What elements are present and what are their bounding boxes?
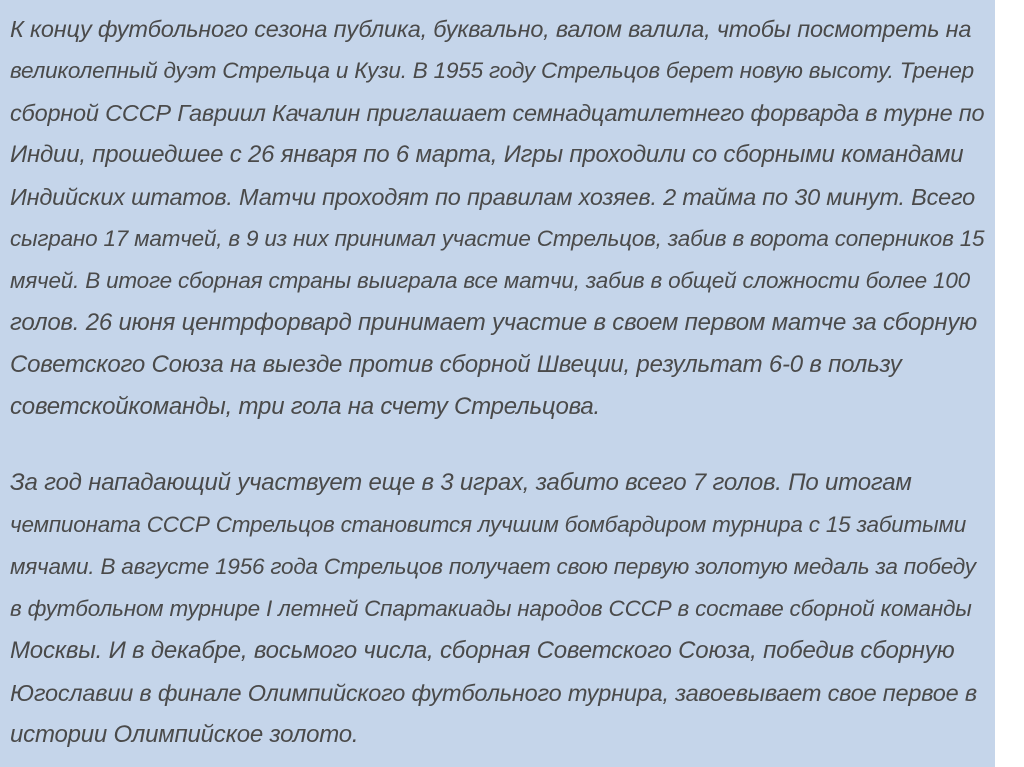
paragraph-line: Москвы. И в декабре, восьмого числа, сборная Советского Союза, победив сборную	[10, 637, 955, 664]
paragraph-line: великолепный дуэт Стрельца и Кузи. В 1955 году Стрельцов берет новую высоту. Тренер	[10, 58, 974, 83]
paragraph-line: мячами. В августе 1956 года Стрельцов получает свою первую золотую медаль за победу	[10, 554, 976, 579]
paragraph-line: Индии, прошедшее с 26 января по 6 марта, Игры проходили со сборными командами	[10, 141, 964, 168]
paragraph-line: За год нападающий участвует еще в 3 играх, забито всего 7 голов. По итогам	[10, 469, 912, 496]
paragraph-line: Югославии в финале Олимпийского футбольного турнира, завоевывает свое первое в	[10, 680, 977, 706]
paragraph-line: К концу футбольного сезона публика, буквально, валом валила, чтобы посмотреть на	[10, 16, 972, 42]
paragraph-line: голов. 26 июня центрфорвард принимает участие в своем первом матче за сборную	[10, 309, 977, 336]
paragraph-line: истории Олимпийское золото.	[10, 721, 359, 748]
paragraph-line: Индийских штатов. Матчи проходят по правилам хозяев. 2 тайма по 30 минут. Всего	[10, 184, 976, 210]
paragraph-line: в футбольном турнире I летней Спартакиады народов СССР в составе сборной команды	[10, 596, 972, 621]
paragraph-line: советскойкоманды, три гола на счету Стрельцова.	[10, 393, 601, 420]
paragraph-line: сыграно 17 матчей, в 9 из них принимал участие Стрельцов, забив в ворота соперников 15	[10, 226, 985, 251]
paragraph-line: мячей. В итоге сборная страны выиграла все матчи, забив в общей сложности более 100	[10, 268, 970, 293]
paragraph-1	[10, 8, 985, 428]
paragraph-2	[10, 462, 985, 756]
paragraph-line: сборной СССР Гавриил Качалин приглашает семнадцатилетнего форварда в турне по	[10, 100, 985, 126]
paragraph-line: Советского Союза на выезде против сборной Швеции, результат 6-0 в пользу	[10, 351, 902, 378]
paragraph-line: чемпионата СССР Стрельцов становится лучшим бомбардиром турнира с 15 забитыми	[10, 512, 967, 537]
